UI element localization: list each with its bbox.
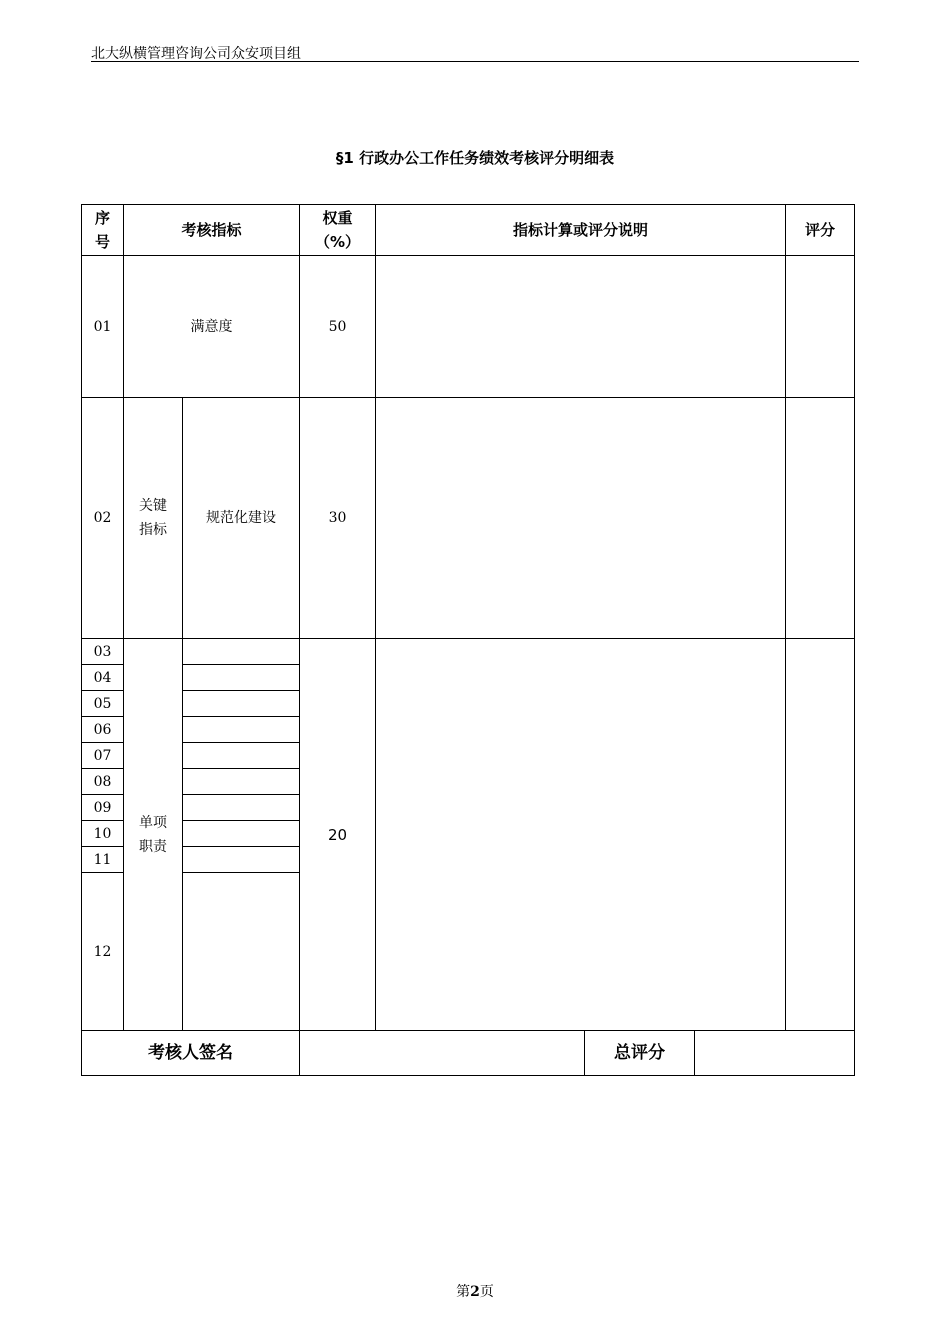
score-cell[interactable]	[786, 256, 855, 398]
duty-item-cell[interactable]	[183, 639, 300, 665]
duty-item-cell[interactable]	[183, 743, 300, 769]
description-cell[interactable]	[376, 639, 786, 1031]
group-label-line1: 关键	[139, 498, 167, 514]
seq-cell: 01	[82, 256, 124, 398]
page-number-value: 2	[470, 1284, 480, 1300]
total-score-label: 总评分	[585, 1031, 695, 1076]
weight-cell: 20	[300, 639, 376, 1031]
header-rule	[91, 61, 859, 62]
page-title: §1 行政办公工作任务绩效考核评分明细表	[335, 149, 615, 167]
score-cell[interactable]	[786, 639, 855, 1031]
seq-cell: 12	[82, 873, 124, 1031]
indicator-cell: 满意度	[124, 256, 300, 398]
header-indicator: 考核指标	[124, 205, 300, 256]
seq-cell: 08	[82, 769, 124, 795]
duty-item-cell[interactable]	[183, 873, 300, 1031]
header-seq-line1: 序	[94, 209, 110, 227]
header-weight-line1: 权重	[322, 209, 353, 227]
score-cell[interactable]	[786, 398, 855, 639]
total-score-field[interactable]	[695, 1031, 855, 1076]
group-cell-single-duties	[124, 639, 183, 1031]
seq-cell: 06	[82, 717, 124, 743]
duty-item-cell[interactable]	[183, 665, 300, 691]
seq-cell: 09	[82, 795, 124, 821]
seq-cell: 10	[82, 821, 124, 847]
weight-cell: 50	[300, 256, 376, 398]
table-header-row	[82, 205, 855, 256]
duty-item-cell[interactable]	[183, 847, 300, 873]
header-company: 北大纵横管理咨询公司众安项目组	[91, 46, 301, 62]
duty-item-cell[interactable]	[183, 821, 300, 847]
indicator-cell: 规范化建设	[183, 398, 300, 639]
description-cell[interactable]	[376, 256, 786, 398]
seq-cell: 04	[82, 665, 124, 691]
reviewer-label: 考核人签名	[82, 1031, 300, 1076]
seq-cell: 11	[82, 847, 124, 873]
duty-item-cell[interactable]	[183, 691, 300, 717]
table-row	[82, 398, 855, 639]
group-label-line2: 指标	[139, 522, 167, 538]
duty-item-cell[interactable]	[183, 717, 300, 743]
group-label-line1: 单项	[139, 814, 167, 831]
header-weight-line2: （%）	[315, 233, 361, 251]
header-score: 评分	[786, 205, 855, 256]
signature-row	[82, 1031, 855, 1076]
header-seq	[82, 205, 124, 256]
seq-cell: 07	[82, 743, 124, 769]
page-suffix: 页	[479, 1284, 494, 1300]
page-number	[0, 1281, 950, 1301]
weight-cell: 30	[300, 398, 376, 639]
page-prefix: 第	[456, 1284, 471, 1300]
table-row	[82, 256, 855, 398]
header-description: 指标计算或评分说明	[376, 205, 786, 256]
table-row	[82, 639, 855, 665]
group-label-line2: 职责	[139, 838, 167, 855]
seq-cell: 05	[82, 691, 124, 717]
header-weight	[300, 205, 376, 256]
duty-item-cell[interactable]	[183, 795, 300, 821]
assessment-table	[81, 204, 855, 1076]
group-cell-key-indicators	[124, 398, 183, 639]
description-cell[interactable]	[376, 398, 786, 639]
duty-item-cell[interactable]	[183, 769, 300, 795]
header-seq-line2: 号	[94, 233, 110, 251]
seq-cell: 03	[82, 639, 124, 665]
seq-cell: 02	[82, 398, 124, 639]
reviewer-signature-field[interactable]	[300, 1031, 585, 1076]
